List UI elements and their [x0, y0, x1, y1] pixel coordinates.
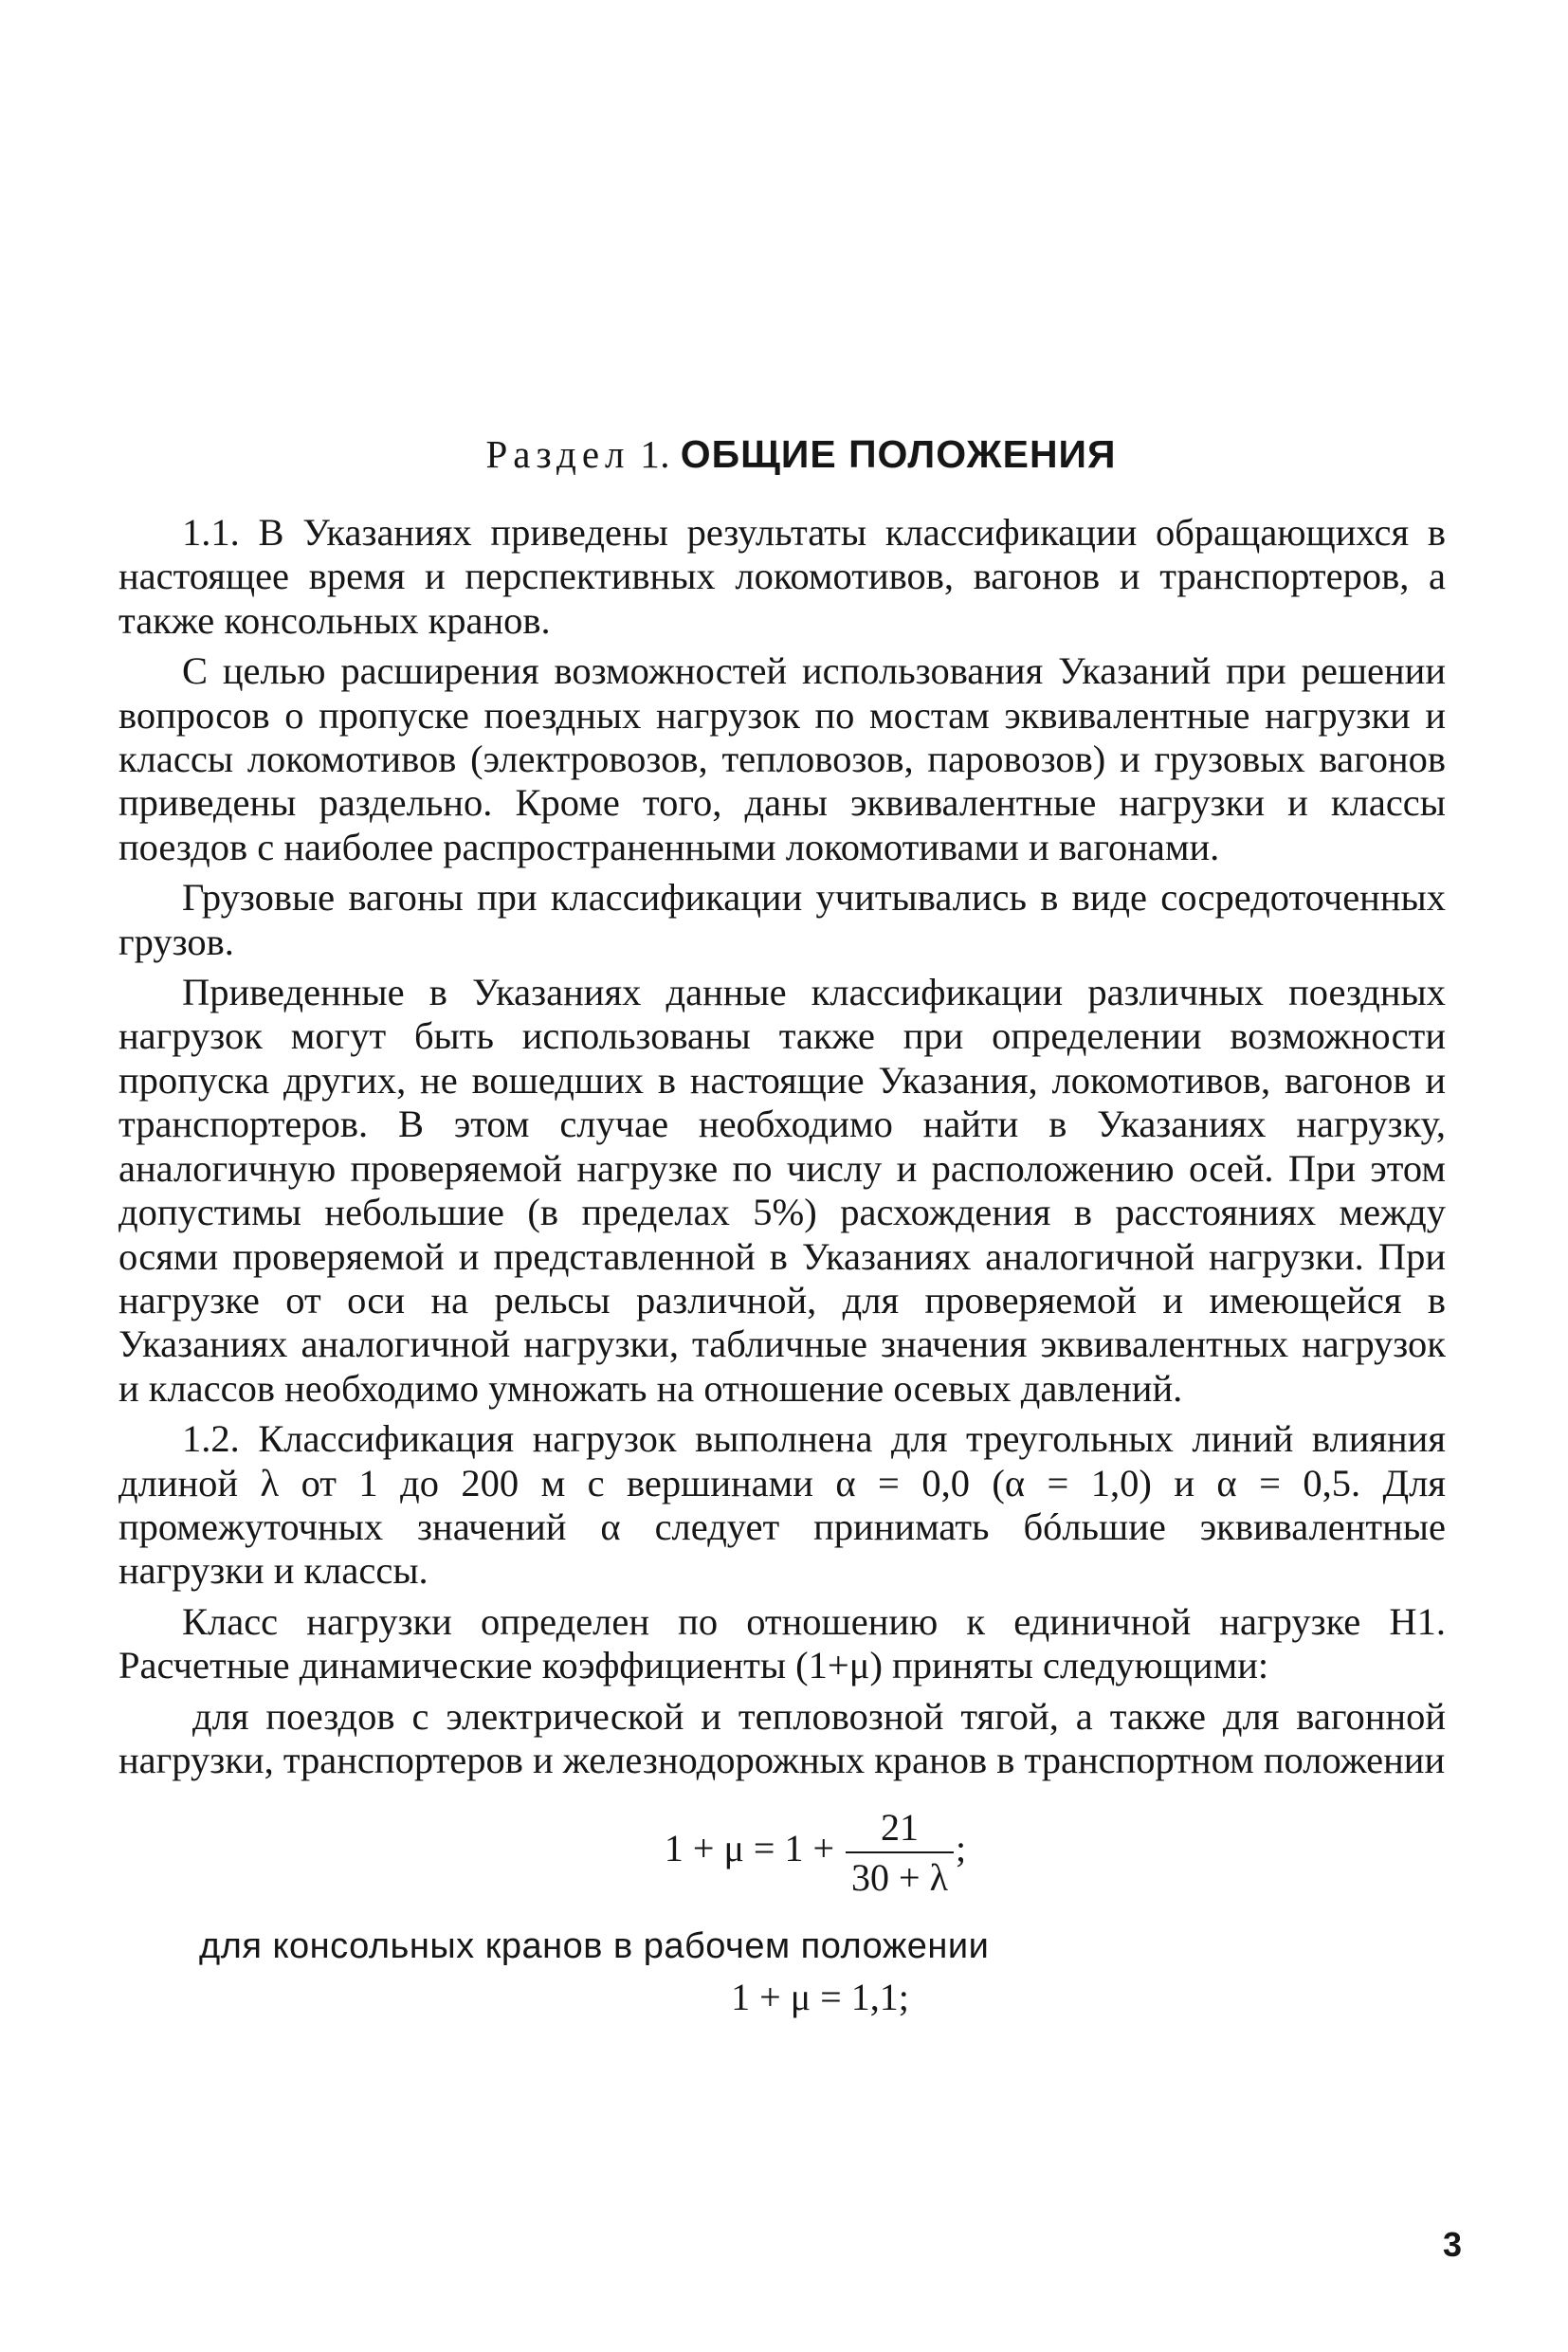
section-title: ОБЩИЕ ПОЛОЖЕНИЯ [680, 432, 1117, 476]
paragraph-purpose: С целью расширения возможностей использования Указаний при решении вопросов о пропуске поездных нагрузок по мостам эквивалентные нагрузки и классы локомотивов (электровозов, тепловозов, паровозов) и грузовых вагонов приведены раздельно. Кроме того, даны эквивалентные нагрузки и классы поездов с наиболее распространенными локомотивами и вагонами. [119, 649, 1446, 868]
formula-left: 1 + μ = 1 + [664, 1827, 845, 1870]
formula-numerator: 21 [846, 1805, 954, 1853]
paragraph-trains: для поездов с электрической и тепловозной тягой, а также для вагонной нагрузки, транспортеров и железнодорожных кранов в транспортном положении [119, 1694, 1446, 1781]
paragraph-wagons: Грузовые вагоны при классификации учитывались в виде сосредоточенных грузов. [119, 876, 1446, 963]
formula-denominator: 30 + λ [851, 1856, 948, 1900]
section-prefix: Раздел [485, 432, 630, 476]
paragraph-usage: Приведенные в Указаниях данные классификации различных поездных нагрузок могут быть использованы также при определении возможности пропуска других, не вошедших в настоящие Указания, локомотивов, вагонов и транспортеров. В этом случае необходимо найти в Указаниях нагрузку, аналогичную проверяемой нагрузке по числу и расположению осей. При этом допустимы небольшие (в пределах 5%) расхождения в расстояниях между осями проверяемой и представленной в Указаниях аналогичной нагрузки. При нагрузке от оси на рельсы различной, для проверяемой и имеющейся в Указаниях аналогичной нагрузки, табличные значения эквивалентных нагрузок и классов необходимо умножать на отношение осевых давлений. [119, 971, 1446, 1410]
formula-fraction [846, 1805, 954, 1900]
section-heading [119, 431, 1446, 477]
formula-cranes: 1 + μ = 1,1; [731, 1976, 909, 2019]
paragraph-1-2: 1.2. Классификация нагрузок выполнена для треугольных линий влияния длиной λ от 1 до 200 м с вершинами α = 0,0 (α = 1,0) и α = 0,5. Для промежуточных значений α следует принимать бóльшие эквивалентные нагрузки и классы. [119, 1417, 1446, 1593]
formula-tail: ; [955, 1827, 967, 1870]
paragraph-class: Класс нагрузки определен по отношению к единичной нагрузке Н1. Расчетные динамические коэффициенты (1+μ) приняты следующими: [119, 1599, 1446, 1687]
paragraph-1-1: 1.1. В Указаниях приведены результаты классификации обращающихся в настоящее время и перспективных локомотивов, вагонов и транспортеров, а также консольных кранов. [119, 511, 1446, 642]
formula-dynamic-coefficient [119, 1805, 1446, 1900]
page-body [119, 431, 1446, 2019]
section-number: 1. [629, 432, 681, 476]
cranes-line: для консольных кранов в рабочем положении [199, 1926, 990, 1967]
page-number: 3 [1442, 2225, 1462, 2264]
